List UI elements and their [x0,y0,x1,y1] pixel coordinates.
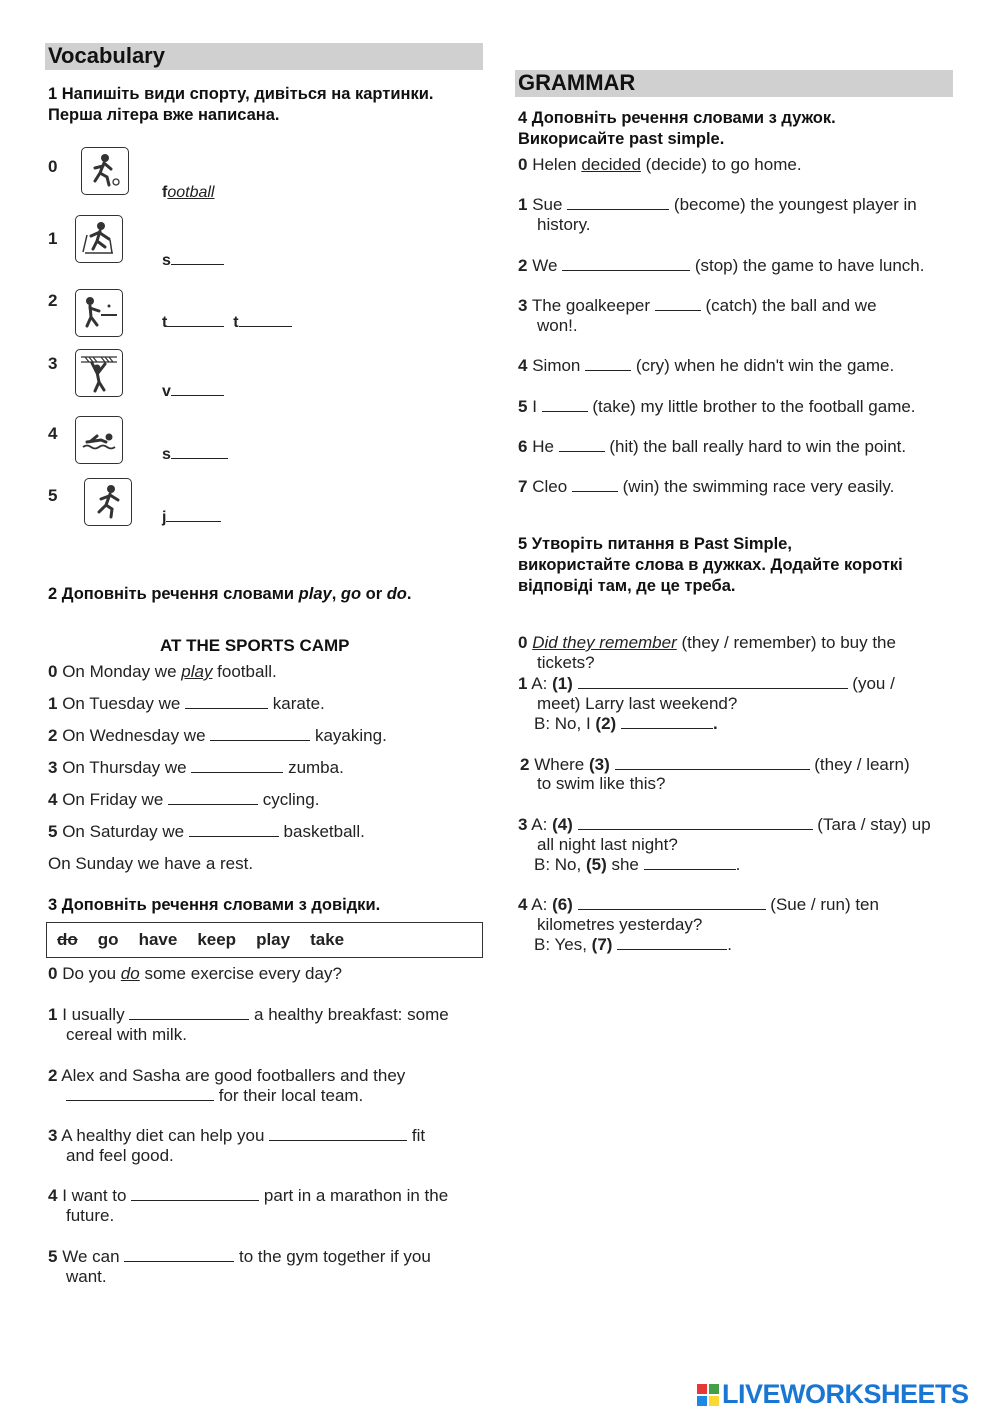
t3-post-5: to the gym together if you [234,1247,431,1266]
vocab-num-2: 2 [48,291,58,310]
t5-gap-label-7: (7) [591,935,613,954]
word-play: play [256,930,291,949]
t4-pre-1: Sue [532,195,568,214]
word-go: go [97,930,119,949]
table-tennis-player-icon [75,289,123,337]
task2-word-do: do [386,585,407,603]
camp-blank-5[interactable] [189,822,279,837]
t5-gap-label-1: (1) [552,674,573,693]
runner-icon [84,478,132,526]
t3-line-2b [66,1086,363,1106]
task5-line3: відповіді там, де це треба. [518,577,736,595]
t4-post-0: (decide) to go home. [640,155,802,174]
vocab-num-0: 0 [48,157,58,176]
t3-post-4: part in a marathon in the [259,1186,449,1205]
t3-pre-0: Do you [62,964,121,983]
t5-line-0b: tickets? [537,653,595,672]
t5-b-1: B: No, I [534,714,596,733]
t4-line-1b: history. [537,215,591,234]
t3-num-3: 3 [48,1126,58,1145]
t3-num-1: 1 [48,1005,58,1024]
task2-sep2: or [361,585,387,603]
t3-line-2 [48,1066,405,1086]
t3-pre-4: I want to [62,1186,132,1205]
task2-sep1: , [331,585,341,603]
camp-line-0 [48,662,277,682]
vocab-answer-2 [162,313,292,332]
vocabulary-header: Vocabulary [45,43,483,70]
t5-num-0: 0 [518,633,528,652]
camp-line-5 [48,822,365,842]
t5-blank-7[interactable] [617,935,727,950]
camp-pre-3: On Thursday we [62,758,192,777]
t4-blank-1[interactable] [567,195,669,210]
t5-num-4: 4 [518,895,528,914]
camp-line-2 [48,726,387,746]
t5-answer-0: Did they remember [532,633,677,652]
vocab-first-letter-0: f [162,184,168,201]
t5-a-4: A: [531,895,553,914]
t4-pre-5: I [532,397,542,416]
t3-post-3: fit [407,1126,426,1145]
t5-blank-3[interactable] [615,755,810,770]
t4-blank-7[interactable] [572,477,618,492]
t3-answer-0: do [120,964,140,983]
t5-gap-label-5: (5) [585,855,607,874]
t5-blank-2[interactable] [621,714,713,729]
t5-line-1b: meet) Larry last weekend? [537,694,738,713]
camp-post-1: karate. [268,694,325,713]
vocab-answer-5 [162,508,221,527]
t5-num-3: 3 [518,815,528,834]
camp-post-5: basketball. [278,822,365,841]
t3-num-2: 2 [48,1066,58,1085]
camp-blank-1[interactable] [185,694,268,709]
camp-blank-2[interactable] [210,726,310,741]
t3-num-4: 4 [48,1186,58,1205]
word-do: do [57,930,78,949]
t4-num-7: 7 [518,477,528,496]
vocab-num-5: 5 [48,486,58,505]
t5-pre-2: Where [529,755,589,774]
liveworksheets-logo-icon [697,1384,719,1406]
vocab-first-letter-2: t [162,314,168,331]
vocab-answer-3 [162,382,224,401]
skier-icon [75,215,123,263]
vocab-blank-5[interactable] [166,508,221,522]
t5-gap-label-2: (2) [595,714,617,733]
t4-line-2 [518,256,924,276]
camp-answer-0: play [181,662,213,681]
word-keep: keep [197,930,237,949]
vocab-answer-4 [162,445,228,464]
camp-pre-4: On Friday we [62,790,169,809]
task4-line1: 4 Доповніть речення словами з дужок. [518,109,836,127]
t4-post-4: (cry) when he didn't win the game. [631,356,895,375]
t4-num-2: 2 [518,256,528,275]
camp-line-3 [48,758,344,778]
t4-blank-6[interactable] [559,437,605,452]
t5-post-4: (Sue / run) ten [765,895,879,914]
vocab-filled-answer-0: ootball [167,184,215,201]
sports-camp-title: AT THE SPORTS CAMP [160,636,350,655]
camp-num-3: 3 [48,758,58,777]
camp-num-0: 0 [48,662,58,681]
t3-num-0: 0 [48,964,58,983]
t4-line-0 [518,155,802,175]
t4-line-1 [518,195,917,215]
vocab-answer-1 [162,251,224,270]
t4-num-3: 3 [518,296,528,315]
t3-pre-5: We can [62,1247,125,1266]
t4-pre-3: The goalkeeper [531,296,655,315]
t3-line-1 [48,1005,449,1025]
t5-b-3: B: No, [534,855,586,874]
t3-post-2: for their local team. [214,1086,364,1105]
t4-line-6 [518,437,906,457]
grammar-header: GRAMMAR [515,70,953,97]
camp-num-2: 2 [48,726,58,745]
t3-line-3 [48,1126,425,1146]
t3-line-5b: want. [66,1267,107,1286]
t3-pre-1: I usually [62,1005,130,1024]
sunday-line: On Sunday we have a rest. [48,854,254,873]
task2-end: . [406,585,412,603]
t5-post-0: (they / remember) to buy the [676,633,896,652]
t3-pre-2: Alex and Sasha are good footballers and they [61,1066,406,1085]
t4-line-5 [518,397,916,417]
t4-line-7 [518,477,894,497]
task1-line2: Перша літера вже написана. [48,106,280,124]
t5-end-4: . [727,935,732,954]
vocab-blank-4[interactable] [171,445,228,459]
vocab-num-4: 4 [48,424,58,443]
task4-line2: Викорисайте past simple. [518,130,725,148]
t5-a-3: A: [531,815,553,834]
t4-pre-4: Simon [532,356,586,375]
volleyball-player-icon [75,349,123,397]
camp-pre-0: On Monday we [62,662,182,681]
vocab-answer-0 [162,184,214,202]
t3-pre-3: A healthy diet can help you [61,1126,270,1145]
vocab-blank-2a[interactable] [167,313,224,327]
vocab-blank-2b[interactable] [239,313,292,327]
t5-blank-6[interactable] [578,895,766,910]
vocab-first-letter-4: s [162,446,171,463]
t5-line-3b: all night last night? [537,835,678,854]
t3-blank-3[interactable] [269,1126,407,1141]
t4-answer-0: decided [581,155,641,174]
t5-end-3: . [735,855,741,874]
t4-num-1: 1 [518,195,528,214]
t3-line-1b: cereal with milk. [66,1025,187,1044]
t4-pre-0: Helen [532,155,582,174]
camp-pre-1: On Tuesday we [62,694,186,713]
t4-post-1: (become) the youngest player in [669,195,917,214]
t5-gap-label-4: (4) [552,815,573,834]
camp-post-3: zumba. [283,758,344,777]
camp-num-4: 4 [48,790,58,809]
t5-blank-1[interactable] [578,674,848,689]
t4-post-6: (hit) the ball really hard to win the point. [604,437,907,456]
t3-post-0: some exercise every day? [139,964,342,983]
task5-instruction [518,534,903,597]
word-take: take [310,930,345,949]
word-box [46,922,483,958]
t3-line-3b: and feel good. [66,1146,174,1165]
t4-blank-5[interactable] [542,397,588,412]
t5-line-3c [534,855,740,875]
camp-line-4 [48,790,319,810]
camp-blank-4[interactable] [168,790,258,805]
camp-post-2: kayaking. [310,726,387,745]
t4-line-4 [518,356,894,376]
t4-post-3: (catch) the ball and we [700,296,877,315]
t5-end-1: . [712,714,718,733]
word-have: have [138,930,178,949]
camp-num-1: 1 [48,694,58,713]
t3-blank-5[interactable] [124,1247,234,1262]
vocab-second-letter-2: t [233,314,239,331]
t5-b-4: B: Yes, [534,935,592,954]
vocab-num-3: 3 [48,354,58,373]
t4-post-5: (take) my little brother to the football game. [587,397,916,416]
t5-gap-label-3: (3) [589,755,610,774]
t3-blank-2[interactable] [66,1086,214,1101]
t5-post-2: (they / learn) [809,755,910,774]
t5-line-4 [518,895,879,915]
task2-instruction [48,584,411,605]
vocab-first-letter-3: v [162,383,171,400]
camp-line-1 [48,694,325,714]
t5-blank-5[interactable] [644,855,736,870]
t5-blank-4[interactable] [578,815,813,830]
task1-instruction [48,84,488,126]
t5-a-1: A: [531,674,553,693]
t4-blank-3[interactable] [655,296,701,311]
t4-blank-4[interactable] [585,356,631,371]
t4-post-2: (stop) the game to have lunch. [690,256,925,275]
t3-line-4 [48,1186,448,1206]
t3-line-5 [48,1247,431,1267]
t5-line-2b: to swim like this? [537,774,666,793]
task1-line1: 1 Напишіть види спорту, дивіться на картинки. [48,85,434,103]
t3-line-4b: future. [66,1206,115,1225]
t4-blank-2[interactable] [562,256,690,271]
t5-line-1 [518,674,895,694]
t3-line-0 [48,964,342,984]
t3-num-5: 5 [48,1247,58,1266]
t4-num-0: 0 [518,155,528,174]
vocab-num-1: 1 [48,229,58,248]
t5-line-4b: kilometres yesterday? [537,915,703,934]
t4-num-6: 6 [518,437,528,456]
swimmer-icon [75,416,123,464]
camp-pre-2: On Wednesday we [62,726,211,745]
football-player-icon [81,147,129,195]
liveworksheets-logo-text: LIVEWORKSHEETS [722,1379,969,1409]
t4-pre-2: We [532,256,563,275]
t4-line-3 [518,296,877,316]
t4-num-5: 5 [518,397,528,416]
t5-post-3: (Tara / stay) up [812,815,931,834]
t5-line-2 [520,755,910,775]
vocab-blank-1[interactable] [171,251,224,265]
liveworksheets-logo [697,1379,969,1410]
vocab-blank-3[interactable] [171,382,224,396]
t5-gap-label-6: (6) [552,895,573,914]
task2-word-play: play [298,585,332,603]
camp-post-0: football. [212,662,277,681]
t3-blank-1[interactable] [129,1005,249,1020]
task3-instruction: 3 Доповніть речення словами з довідки. [48,896,381,914]
t3-blank-4[interactable] [131,1186,259,1201]
task5-line2: використайте слова в дужках. Додайте короткі [518,556,903,574]
t4-post-7: (win) the swimming race very easily. [617,477,895,496]
t5-num-1: 1 [518,674,528,693]
t5-line-4c [534,935,732,955]
t4-line-3b: won!. [537,316,578,335]
camp-blank-3[interactable] [191,758,283,773]
t5-line-0 [518,633,896,653]
t3-post-1: a healthy breakfast: some [249,1005,449,1024]
camp-num-5: 5 [48,822,58,841]
task2-prefix: 2 Доповніть речення словами [48,585,299,603]
task5-line1: 5 Утворіть питання в Past Simple, [518,535,792,553]
camp-post-4: cycling. [258,790,320,809]
t4-num-4: 4 [518,356,528,375]
camp-pre-5: On Saturday we [62,822,189,841]
vocab-first-letter-5: j [162,509,167,526]
vocab-first-letter-1: s [162,252,171,269]
t4-pre-6: He [532,437,559,456]
t5-mid-3: she [606,855,644,874]
t5-post-1: (you / [847,674,895,693]
t5-num-2: 2 [520,755,530,774]
task2-word-go: go [340,585,362,603]
t5-line-3 [518,815,931,835]
t5-line-1c [534,714,718,734]
t4-pre-7: Cleo [532,477,572,496]
task4-instruction [518,108,836,150]
